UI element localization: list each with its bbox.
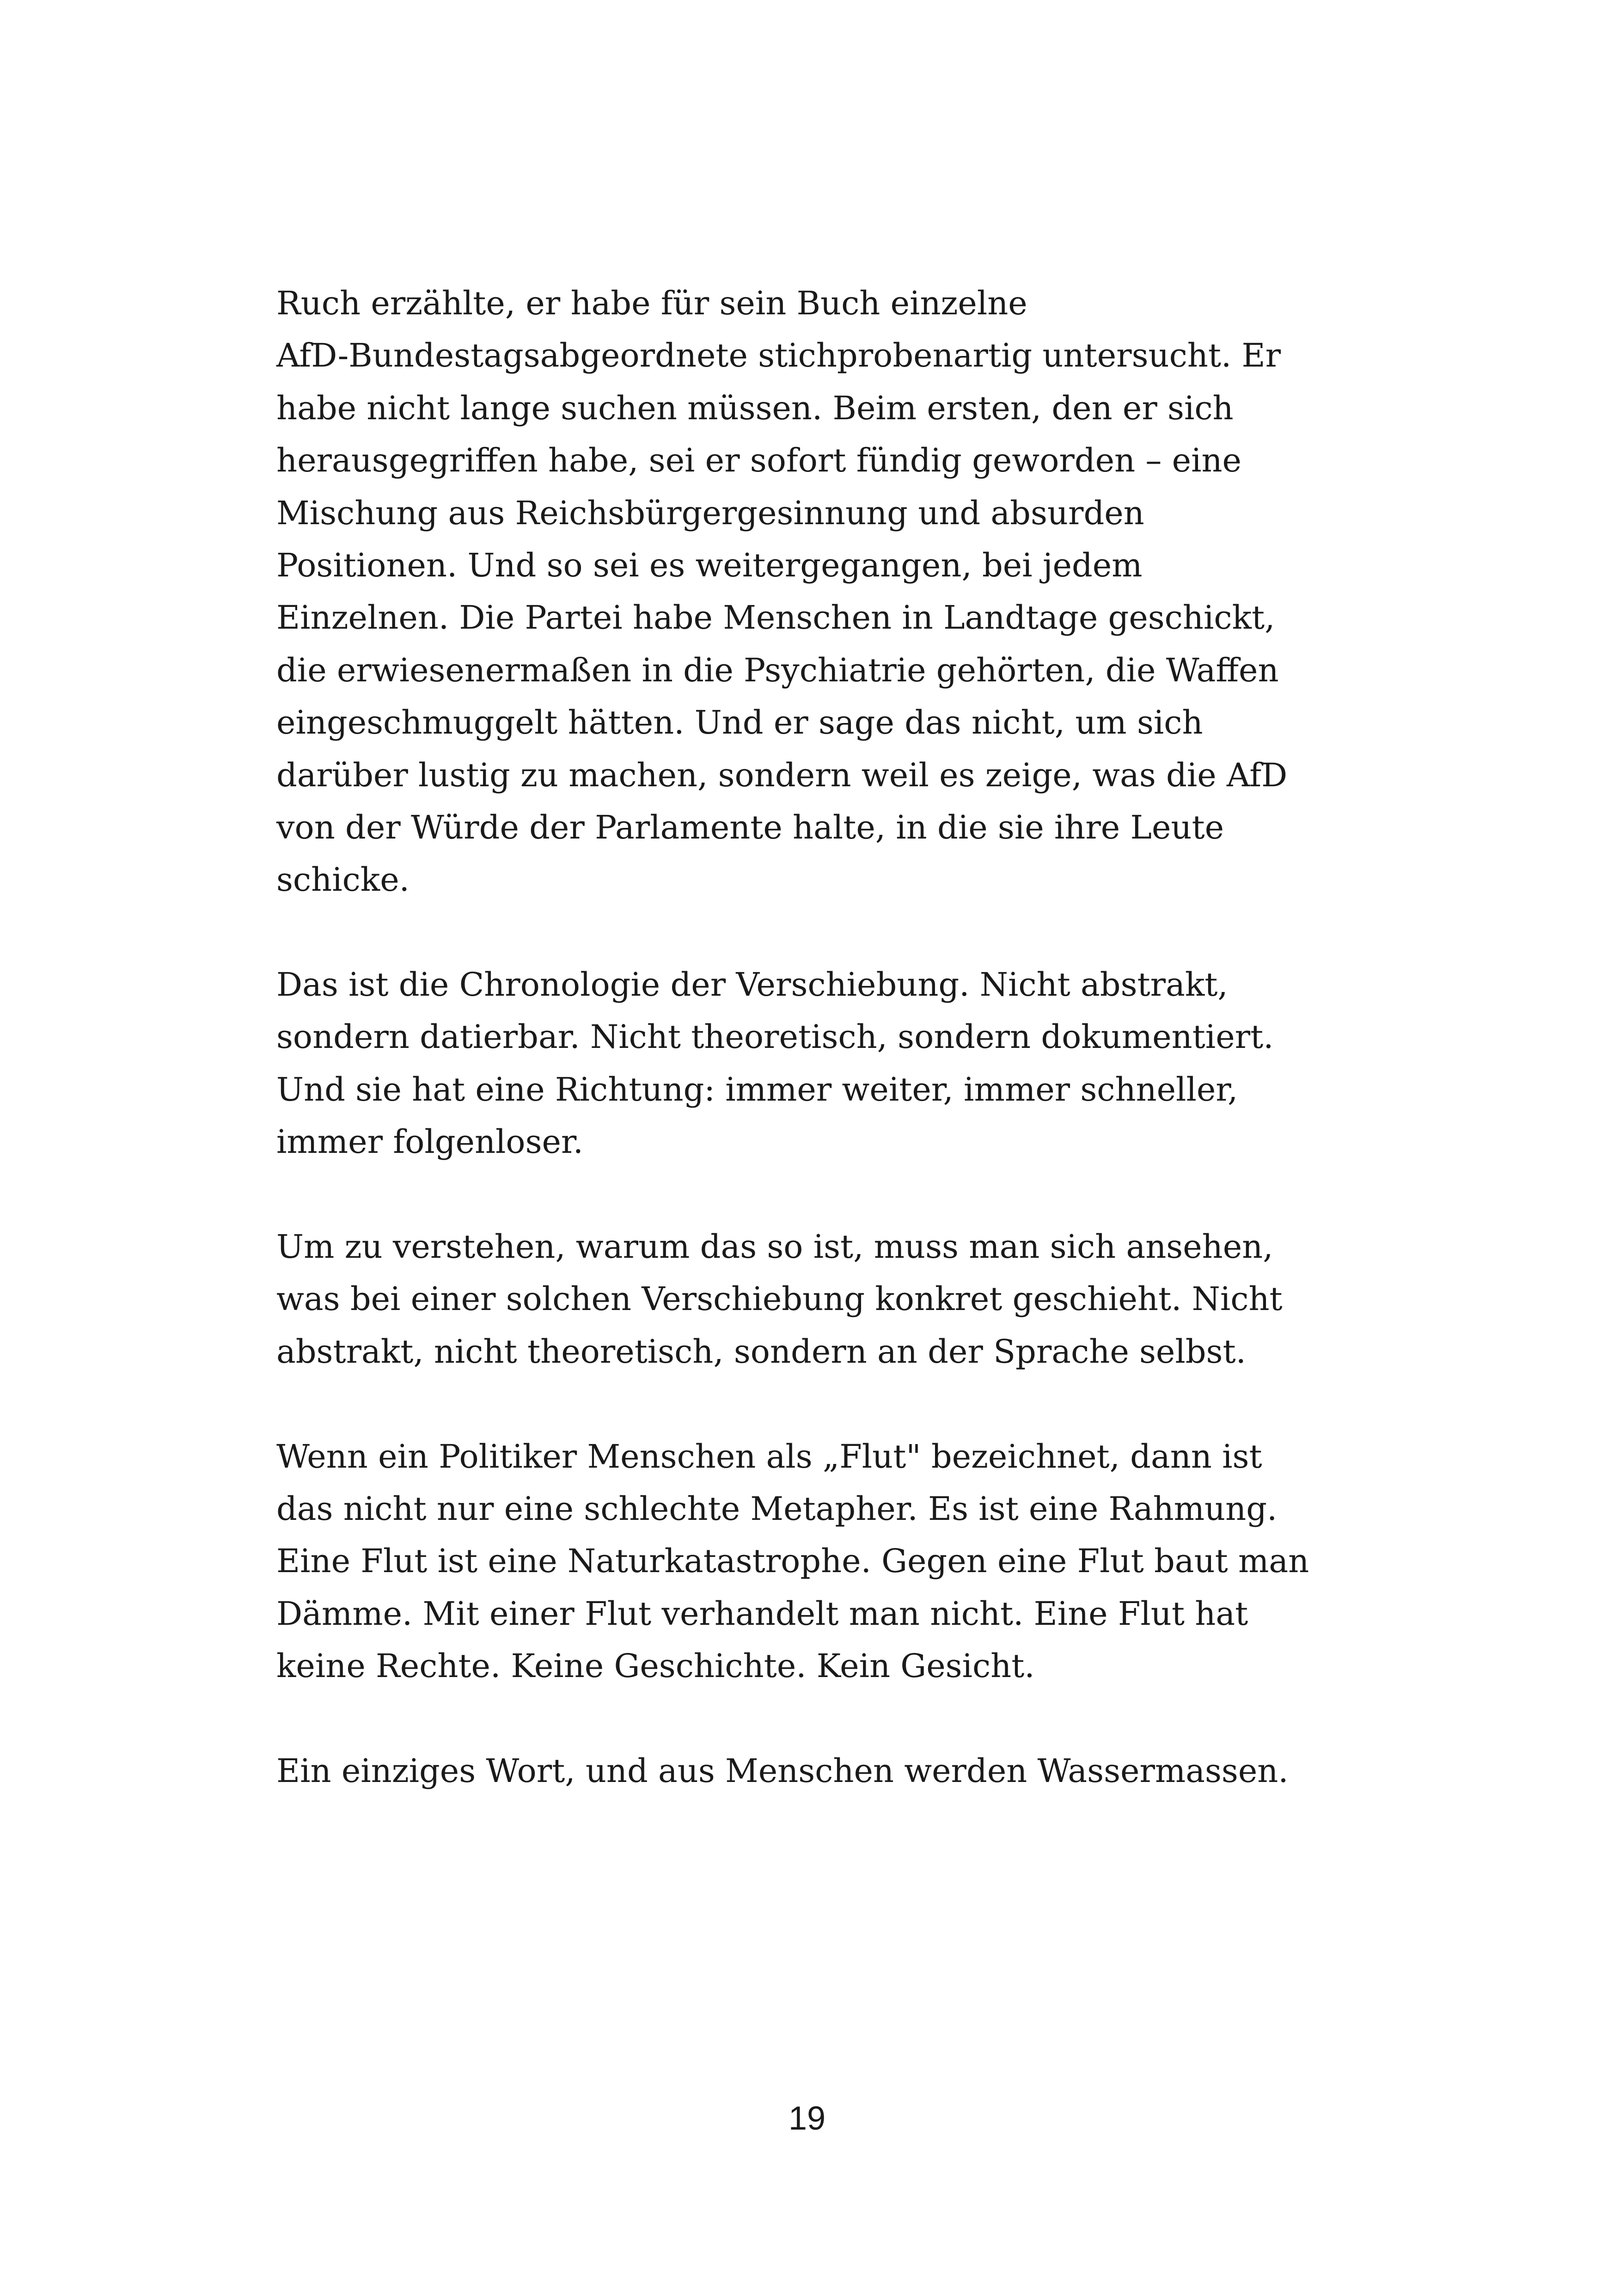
text-line: Einzelnen. Die Partei habe Menschen in Landtage geschickt, [276, 599, 1275, 637]
text-line: schicke. [276, 861, 410, 899]
paragraph [276, 959, 1358, 1169]
text-line: Um zu verstehen, warum das so ist, muss man sich ansehen, [276, 1228, 1273, 1266]
paragraph-spacing [276, 906, 1358, 959]
text-line: Ein einziges Wort, und aus Menschen werden Wassermassen. [276, 1751, 1289, 1790]
text-line: eingeschmuggelt hätten. Und er sage das nicht, um sich [276, 704, 1203, 742]
text-line: was bei einer solchen Verschiebung konkret geschieht. Nicht [276, 1280, 1283, 1318]
text-line: habe nicht lange suchen müssen. Beim ersten, den er sich [276, 389, 1234, 427]
body-text [276, 277, 1358, 1797]
text-line: Mischung aus Reichsbürgergesinnung und absurden [276, 494, 1144, 532]
text-line: immer folgenloser. [276, 1123, 583, 1161]
text-line: keine Rechte. Keine Geschichte. Kein Gesicht. [276, 1647, 1035, 1685]
text-line: AfD-Bundestagsabgeordnete stichprobenartig untersucht. Er [276, 337, 1281, 375]
text-line: Dämme. Mit einer Flut verhandelt man nicht. Eine Flut hat [276, 1594, 1248, 1633]
text-line: Das ist die Chronologie der Verschiebung. Nicht abstrakt, [276, 966, 1228, 1004]
text-line: das nicht nur eine schlechte Metapher. Es ist eine Rahmung. [276, 1489, 1278, 1528]
text-line: herausgegriffen habe, sei er sofort fündig geworden – eine [276, 441, 1241, 480]
paragraph-spacing [276, 1378, 1358, 1430]
text-line: abstrakt, nicht theoretisch, sondern an der Sprache selbst. [276, 1332, 1246, 1371]
paragraph [276, 1221, 1358, 1378]
paragraph-spacing [276, 1169, 1358, 1221]
text-line: darüber lustig zu machen, sondern weil es zeige, was die AfD [276, 756, 1288, 794]
text-line: Wenn ein Politiker Menschen als „Flut" bezeichnet, dann ist [276, 1437, 1262, 1476]
text-line: sondern datierbar. Nicht theoretisch, sondern dokumentiert. [276, 1018, 1274, 1056]
paragraph [276, 1431, 1358, 1693]
text-line: Und sie hat eine Richtung: immer weiter, immer schneller, [276, 1070, 1238, 1108]
text-line: die erwiesenermaßen in die Psychiatrie gehörten, die Waffen [276, 651, 1279, 689]
text-line: Positionen. Und so sei es weitergegangen, bei jedem [276, 546, 1143, 584]
paragraph-spacing [276, 1693, 1358, 1745]
text-line: Ruch erzählte, er habe für sein Buch einzelne [276, 284, 1027, 322]
paragraph [276, 277, 1358, 906]
text-line: von der Würde der Parlamente halte, in die sie ihre Leute [276, 808, 1224, 846]
text-line: Eine Flut ist eine Naturkatastrophe. Gegen eine Flut baut man [276, 1542, 1309, 1580]
page-number: 19 [788, 2100, 826, 2137]
paragraph [276, 1745, 1358, 1797]
